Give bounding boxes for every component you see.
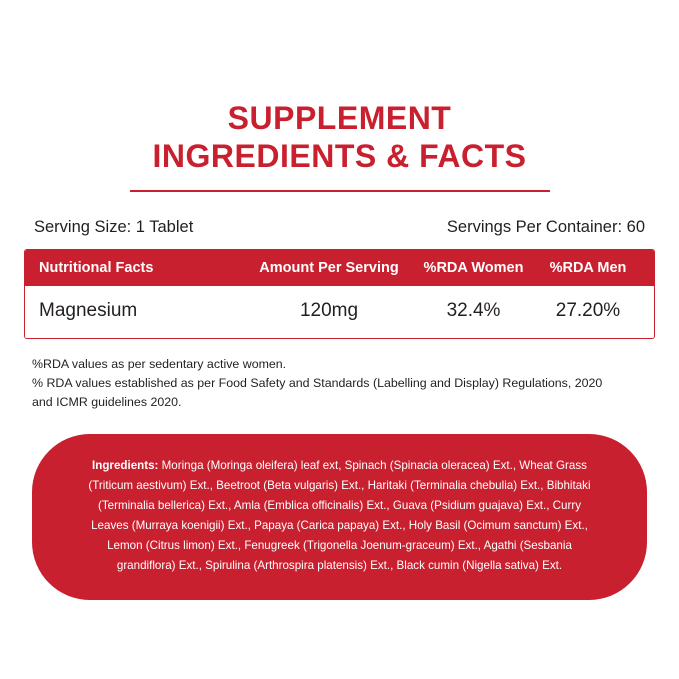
column-header-rda-men: %RDA Men <box>549 259 627 276</box>
title-block <box>24 0 655 192</box>
cell-nutrient-name: Magnesium <box>39 299 138 321</box>
table-row <box>25 286 654 338</box>
cell-amount-per-serving: 120mg <box>299 299 359 321</box>
page-title-line-1: SUPPLEMENT <box>227 100 452 136</box>
column-header-nutritional-facts: Nutritional Facts <box>39 259 154 276</box>
serving-info-row <box>24 218 655 237</box>
note-line-2: % RDA values established as per Food Safety and Standards (Labelling and Display) Regulations, 2020 <box>32 375 603 390</box>
note-line-3: and ICMR guidelines 2020. <box>32 394 182 409</box>
ingredients-label: Ingredients: <box>92 459 159 473</box>
title-divider <box>130 190 550 192</box>
nutritional-facts-table <box>24 249 655 339</box>
ingredients-text: Moringa (Moringa oleifera) leaf ext, Spinach (Spinacia oleracea) Ext., Wheat Grass (Triticum aestivum) Ext., Beetroot (Beta vulgaris) Ext., Haritaki (Terminalia chebulia) Ext., Bibhitaki (Terminalia bellerica) Ext., Amla (Emblica officinalis) Ext., Guava (Psidium guajava) Ext., Curry Leaves (Murraya koenigii) Ext., Papaya (Carica papaya) Ext., Holy Basil (Ocimum sanctum) Ext., Lemon (Citrus limon) Ext., Fenugreek (Trigonella Joenum-graceum) Ext., Agathi (Sesbania grandiflora) Ext., Spirulina (Arthrospira platensis) Ext., Black cumin (Nigella sativa) Ext. <box>88 459 591 572</box>
rda-notes <box>24 355 655 413</box>
page-title-line-2: INGREDIENTS & FACTS <box>152 137 527 174</box>
cell-rda-men: 27.20% <box>555 299 621 321</box>
column-header-amount-per-serving: Amount Per Serving <box>259 259 399 276</box>
servings-per-container-text: Servings Per Container: 60 <box>446 217 645 236</box>
table-header-row <box>25 250 654 286</box>
serving-size-text: Serving Size: 1 Tablet <box>34 217 194 236</box>
cell-rda-women: 32.4% <box>446 299 501 321</box>
note-line-1: %RDA values as per sedentary active women. <box>32 356 287 371</box>
column-header-rda-women: %RDA Women <box>423 259 524 276</box>
ingredients-panel <box>32 434 647 600</box>
